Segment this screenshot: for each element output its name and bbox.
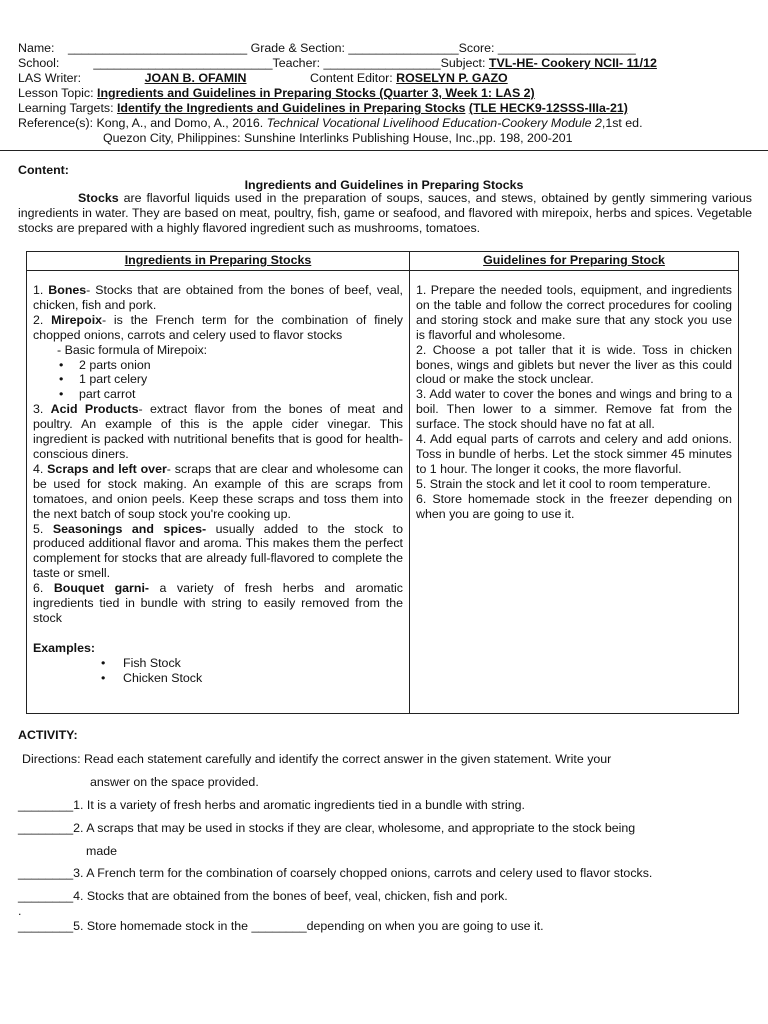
ingredients-cell — [27, 271, 410, 714]
guidelines-cell — [410, 271, 739, 714]
ingredient-item: 5. Seasonings and spices- usually added to the stock to produced additional flavor and aroma. This makes them the perfect complement for stocks that are already full-flavored to complete the taste or smell. — [33, 521, 403, 581]
mirepoix-formula: - Basic formula of Mirepoix: — [57, 342, 208, 357]
name-row — [18, 41, 636, 56]
list-item: • 2 parts onion — [33, 358, 403, 373]
guidelines-header: Guidelines for Preparing Stock — [410, 252, 739, 271]
list-item: • Fish Stock — [33, 656, 403, 671]
writer-row — [18, 71, 696, 86]
targets-label: Learning Targets: — [18, 101, 114, 115]
guideline-item: 4. Add equal parts of carrots and celery and add onions. Toss in bundle of herbs. Let the stock simmer 45 minutes to 1 hour. The longer it cooks, the more flavorful. — [416, 432, 732, 476]
directions-line1: Directions: Read each statement carefully and identify the correct answer in the given statement. Write your — [22, 752, 612, 766]
content-title: Ingredients and Guidelines in Preparing Stocks — [244, 178, 524, 192]
reference-tail: ,1st ed. — [601, 116, 643, 130]
ingredient-item: 4. Scraps and left over- scraps that are clear and wholesome can be used for stock making. An example of this are scraps from tomatoes, and onion peels. Keep these scraps and toss them into the next batch of soup stock you're cooking up. — [33, 461, 403, 521]
stocks-table — [26, 251, 739, 714]
writer-value: JOAN B. OFAMIN — [144, 71, 247, 85]
writer-label: LAS Writer: — [18, 71, 82, 85]
grade-blank[interactable]: ________________ — [348, 41, 459, 55]
topic-value: Ingredients and Guidelines in Preparing Stocks (Quarter 3, Week 1: LAS 2) — [97, 86, 535, 100]
header-divider — [0, 150, 768, 151]
mirepoix-list — [33, 358, 403, 403]
teacher-label: Teacher: — [272, 56, 321, 70]
content-label: Content: — [18, 163, 69, 177]
activity-item-5[interactable]: ________5. Store homemade stock in the ________depending on when you are going to use it. — [18, 919, 544, 933]
reference-title: Technical Vocational Livelihood Education-Cookery Module 2 — [266, 116, 602, 130]
intro-text: are flavorful liquids used in the preparation of soups, sauces, and stews, obtained by gently simmering various ingredients in water. They are based on meat, poultry, fish, game or seafood, and flavored with mirepoix, herbs and spices. Vegetable stocks are prepared with a highly flavored ingredient such as mushrooms, tomatoes. — [18, 191, 752, 236]
list-item: • 1 part celery — [33, 372, 403, 387]
name-label: Name: — [18, 41, 55, 55]
guideline-item: 3. Add water to cover the bones and wings and bring to a boil. Then lower to a simmer. Remove fat from the surface. The stock should have no fat at all. — [416, 387, 732, 432]
directions-line2: answer on the space provided. — [90, 775, 259, 789]
guideline-item: 6. Store homemade stock in the freezer depending on when you are going to use it. — [416, 491, 732, 521]
ingredient-item: 3. Acid Products- extract flavor from the bones of meat and poultry. An example of this is the apple cider vinegar. This ingredient is packed with nutritional benefits that is good for health-conscious diners. — [33, 402, 403, 461]
targets-code: (TLE HECK9-12SSS-IIIa-21) — [468, 101, 628, 115]
guideline-item: 2. Choose a pot taller that it is wide. Toss in chicken bones, wings and giblets but never the liver as this could cloud or make the stock unclear. — [416, 342, 732, 387]
editor-label: Content Editor: — [310, 71, 393, 85]
examples-list — [33, 656, 403, 686]
topic-label: Lesson Topic: — [18, 86, 94, 100]
ingredient-item: 1. Bones- Stocks that are obtained from the bones of beef, veal, chicken, fish and pork. — [33, 283, 403, 312]
intro-bold: Stocks — [78, 191, 119, 205]
targets-row — [18, 101, 628, 116]
name-blank[interactable]: __________________________ — [67, 41, 248, 55]
reference-label: Reference(s): Kong, A., and Domo, A., 2016. — [18, 116, 264, 130]
intro-paragraph — [18, 191, 752, 237]
topic-row — [18, 86, 535, 101]
ingredient-item: 6. Bouquet garni- a variety of fresh herbs and aromatic ingredients tied in bundle with string to easily removed from the stock — [33, 581, 403, 625]
subject-label: Subject: — [440, 56, 486, 70]
reference-row — [18, 116, 643, 131]
activity-item-1[interactable]: ________1. It is a variety of fresh herbs and aromatic ingredients tied in a bundle with string. — [18, 798, 525, 812]
teacher-blank[interactable]: _________________ — [323, 56, 441, 70]
list-item: • part carrot — [33, 387, 403, 402]
reference-line2: Quezon City, Philippines: Sunshine Interlinks Publishing House, Inc.,pp. 198, 200-201 — [103, 131, 573, 145]
guideline-item: 1. Prepare the needed tools, equipment, and ingredients on the table and follow the correct procedures for cooling and storing stock and make sure that any stock you use is flavorful and wholesome. — [416, 283, 732, 342]
activity-item-3[interactable]: ________3. A French term for the combination of coarsely chopped onions, carrots and celery used to flavor stocks. — [18, 866, 653, 880]
subject-value: TVL-HE- Cookery NCII- 11/12 — [488, 56, 657, 70]
stray-dot: . — [18, 904, 22, 918]
school-row — [18, 56, 657, 71]
score-label: Score: — [458, 41, 495, 55]
list-item: • Chicken Stock — [33, 671, 403, 686]
guideline-item: 5. Strain the stock and let it cool to room temperature. — [416, 476, 711, 491]
targets-value: Identify the Ingredients and Guidelines in Preparing Stocks — [116, 101, 466, 115]
activity-item-2-cont: made — [86, 844, 117, 858]
school-label: School: — [18, 56, 60, 70]
school-blank[interactable]: __________________________ — [93, 56, 273, 70]
ingredient-item: 2. Mirepoix- is the French term for the combination of finely chopped onions, carrots and celery used to flavor stocks — [33, 312, 404, 342]
activity-item-2[interactable]: ________2. A scraps that may be used in stocks if they are clear, wholesome, and appropriate to the stock being — [18, 821, 636, 835]
ingredients-header: Ingredients in Preparing Stocks — [27, 252, 410, 271]
editor-value: ROSELYN P. GAZO — [396, 71, 508, 85]
score-blank[interactable]: ____________________ — [497, 41, 636, 55]
grade-label: Grade & Section: — [250, 41, 345, 55]
activity-item-4[interactable]: ________4. Stocks that are obtained from the bones of beef, veal, chicken, fish and pork. — [18, 889, 508, 903]
activity-label: ACTIVITY: — [18, 728, 78, 742]
examples-label: Examples: — [33, 640, 95, 655]
